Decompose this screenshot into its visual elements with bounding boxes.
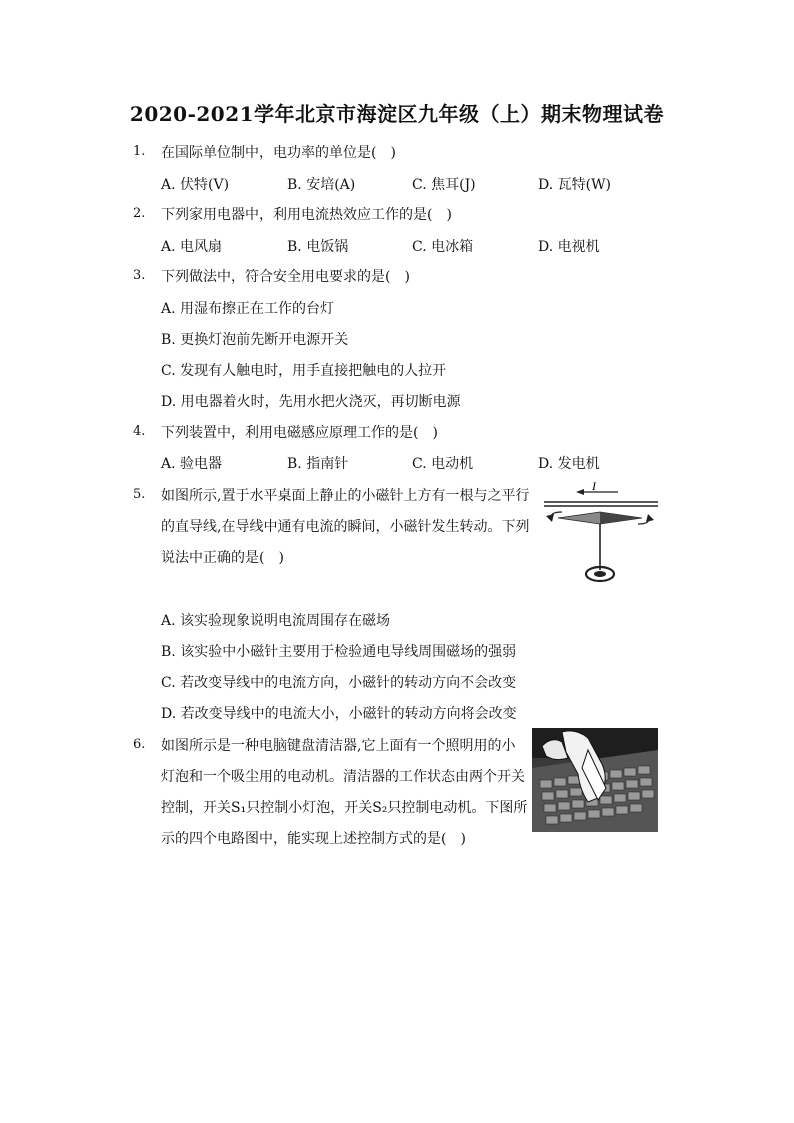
question-text-line: 灯泡和一个吸尘用的电动机。清洁器的工作状态由两个开关 (161, 769, 525, 785)
question-text: 下列家用电器中，利用电流热效应工作的是( ) (161, 207, 452, 223)
option-a: A. 伏特(V) (161, 177, 230, 193)
question-number: 5. (133, 487, 146, 502)
option-c: C. 焦耳(J) (412, 177, 476, 193)
option-d: D. 发电机 (538, 456, 600, 472)
question-number: 6. (133, 737, 146, 752)
option-d: D. 若改变导线中的电流大小，小磁针的转动方向将会改变 (161, 706, 517, 722)
option-c: C. 电冰箱 (412, 239, 474, 255)
option-b: B. 指南针 (287, 456, 349, 472)
option-a: A. 验电器 (161, 456, 223, 472)
wire-and-compass-needle-icon (540, 478, 660, 586)
question-text-line: 如图所示是一种电脑键盘清洁器,它上面有一个照明用的小 (161, 738, 516, 754)
option-d: D. 用电器着火时，先用水把火浇灭，再切断电源 (161, 394, 461, 410)
keyboard-cleaner-photo-icon (532, 728, 658, 832)
option-a: A. 该实验现象说明电流周围存在磁场 (161, 613, 391, 629)
current-label: I (592, 479, 596, 493)
question-text-line: 如图所示,置于水平桌面上静止的小磁针上方有一根与之平行 (161, 488, 530, 504)
question-text: 下列做法中，符合安全用电要求的是( ) (161, 269, 410, 285)
option-c: C. 若改变导线中的电流方向，小磁针的转动方向不会改变 (161, 675, 517, 691)
option-a: A. 用湿布擦正在工作的台灯 (161, 301, 335, 317)
question-number: 4. (133, 424, 146, 439)
question-text-line: 控制，开关S₁只控制小灯泡，开关S₂只控制电动机。下图所 (161, 800, 528, 816)
option-c: C. 电动机 (412, 456, 474, 472)
option-d: D. 电视机 (538, 239, 600, 255)
question-number: 2. (133, 206, 146, 221)
question-text: 下列装置中，利用电磁感应原理工作的是( ) (161, 425, 438, 441)
question-text-line: 说法中正确的是( ) (161, 550, 284, 566)
option-b: B. 电饭锅 (287, 239, 349, 255)
question-text-line: 的直导线,在导线中通有电流的瞬间，小磁针发生转动。下列 (161, 519, 530, 535)
question-text-line: 示的四个电路图中，能实现上述控制方式的是( ) (161, 831, 466, 847)
option-d: D. 瓦特(W) (538, 177, 611, 193)
option-b: B. 该实验中小磁针主要用于检验通电导线周围磁场的强弱 (161, 644, 517, 660)
page-title: 2020-2021学年北京市海淀区九年级（上）期末物理试卷 (129, 102, 665, 126)
question-text: 在国际单位制中，电功率的单位是( ) (161, 145, 396, 161)
question-number: 1. (133, 144, 146, 159)
question-number: 3. (133, 268, 146, 283)
option-b: B. 安培(A) (287, 177, 356, 193)
option-b: B. 更换灯泡前先断开电源开关 (161, 332, 349, 348)
option-a: A. 电风扇 (161, 239, 223, 255)
option-c: C. 发现有人触电时，用手直接把触电的人拉开 (161, 363, 447, 379)
